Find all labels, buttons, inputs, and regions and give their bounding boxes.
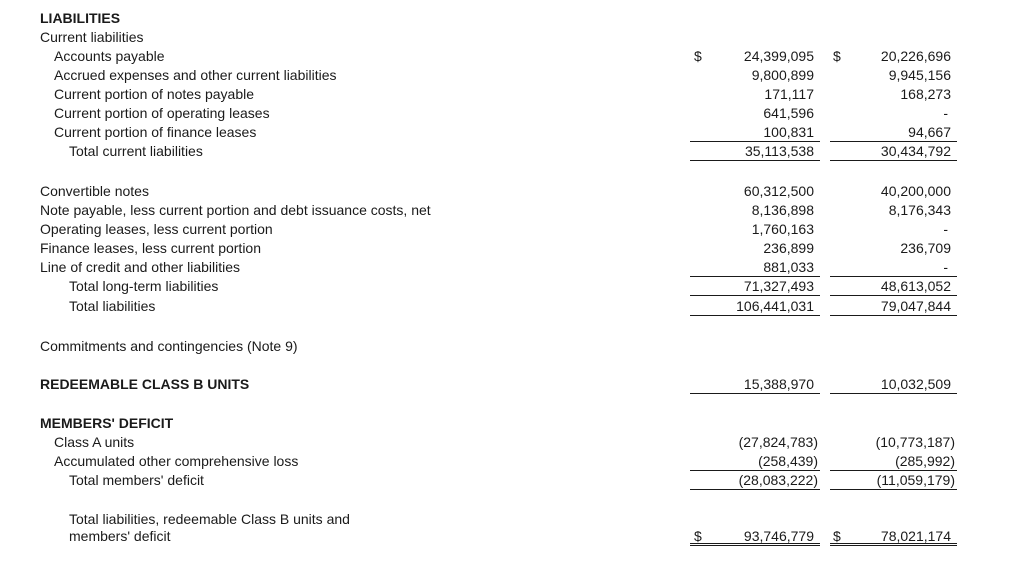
row-label: Class A units [54,434,135,450]
row-label: Total long-term liabilities [69,278,219,294]
class-a-units-row [0,433,1015,452]
value-current-year: 106,441,031 [690,297,820,316]
value-prior-year: 20,226,696 [880,48,951,64]
value-current-year: 93,746,779 [690,527,820,546]
row-label: Accrued expenses and other current liabilities [54,67,337,83]
row-label: Current portion of operating leases [54,105,270,121]
finance-leases-lt-row [0,239,1015,258]
row-label: Note payable, less current portion and debt issuance costs, net [40,202,431,218]
value-prior-year: - [943,221,948,237]
value-current-year: (27,824,783) [738,434,818,450]
accounts-payable-row [0,47,1015,66]
row-label: REDEEMABLE CLASS B UNITS [40,376,250,392]
grand-total-label-line1: Total liabilities, redeemable Class B units and [69,511,350,527]
value-prior-year: (11,059,179) [830,471,957,490]
row-label: Total members' deficit [69,472,204,488]
row-label: Total liabilities [69,298,156,314]
currency-symbol: $ [833,528,841,544]
grand-total-label-line2: members' deficit [69,528,171,544]
value-prior-year: 79,047,844 [830,297,957,316]
value-prior-year: 48,613,052 [830,277,957,296]
value-current-year: 71,327,493 [690,277,820,296]
value-prior-year: - [830,258,957,277]
value-current-year: 641,596 [763,105,814,121]
total-liabilities-row [0,297,1015,316]
value-prior-year: 10,032,509 [830,375,957,394]
value-prior-year: (10,773,187) [875,434,955,450]
value-prior-year: (285,992) [830,452,957,471]
members-deficit-heading-row [0,414,1015,433]
liabilities-heading-row [0,9,1015,28]
row-label: Current portion of notes payable [54,86,255,102]
value-current-year: 24,399,095 [743,48,814,64]
value-current-year: 15,388,970 [690,375,820,394]
value-current-year: 9,800,899 [751,67,814,83]
operating-leases-current-row [0,104,1015,123]
row-label: Operating leases, less current portion [40,221,273,237]
members-deficit-heading: MEMBERS' DEFICIT [40,415,174,431]
row-label: Accounts payable [54,48,165,64]
total-current-liabilities-row [0,142,1015,161]
value-prior-year: - [943,105,948,121]
row-label: Accumulated other comprehensive loss [54,453,299,469]
value-prior-year: 8,176,343 [888,202,951,218]
current-liabilities-row [0,28,1015,47]
value-current-year: 60,312,500 [743,183,814,199]
convertible-notes-row [0,182,1015,201]
commitments-label: Commitments and contingencies (Note 9) [40,338,298,354]
value-prior-year: 168,273 [900,86,951,102]
value-current-year: 881,033 [690,258,820,277]
redeemable-class-b-row [0,375,1015,394]
liabilities-heading: LIABILITIES [40,10,121,26]
value-current-year: (28,083,222) [690,471,820,490]
row-label: Current portion of finance leases [54,124,257,140]
value-prior-year: 94,667 [830,123,957,142]
value-prior-year: 78,021,174 [830,527,957,546]
value-prior-year: 30,434,792 [830,142,957,161]
total-members-deficit-row [0,471,1015,490]
grand-total-row [0,527,1015,546]
row-label: Convertible notes [40,183,149,199]
finance-leases-current-row [0,123,1015,142]
value-current-year: 236,899 [763,240,814,256]
value-current-year: 100,831 [690,123,820,142]
value-current-year: 1,760,163 [751,221,814,237]
currency-symbol: $ [694,48,702,64]
notes-payable-current-row [0,85,1015,104]
value-prior-year: 9,945,156 [888,67,951,83]
row-label: Finance leases, less current portion [40,240,261,256]
operating-leases-lt-row [0,220,1015,239]
row-label: Line of credit and other liabilities [40,259,241,275]
value-current-year: 35,113,538 [690,142,820,161]
value-current-year: (258,439) [690,452,820,471]
value-current-year: 171,117 [764,86,814,102]
value-prior-year: 40,200,000 [880,183,951,199]
currency-symbol: $ [694,528,702,544]
note-payable-lt-row [0,201,1015,220]
current-liabilities-label: Current liabilities [40,29,144,45]
line-of-credit-row [0,258,1015,277]
value-current-year: 8,136,898 [751,202,814,218]
accrued-expenses-row [0,66,1015,85]
row-label: Total current liabilities [69,143,203,159]
currency-symbol: $ [833,48,841,64]
total-long-term-row [0,277,1015,296]
value-prior-year: 236,709 [900,240,951,256]
aoci-row [0,452,1015,471]
commitments-row [0,337,1015,356]
